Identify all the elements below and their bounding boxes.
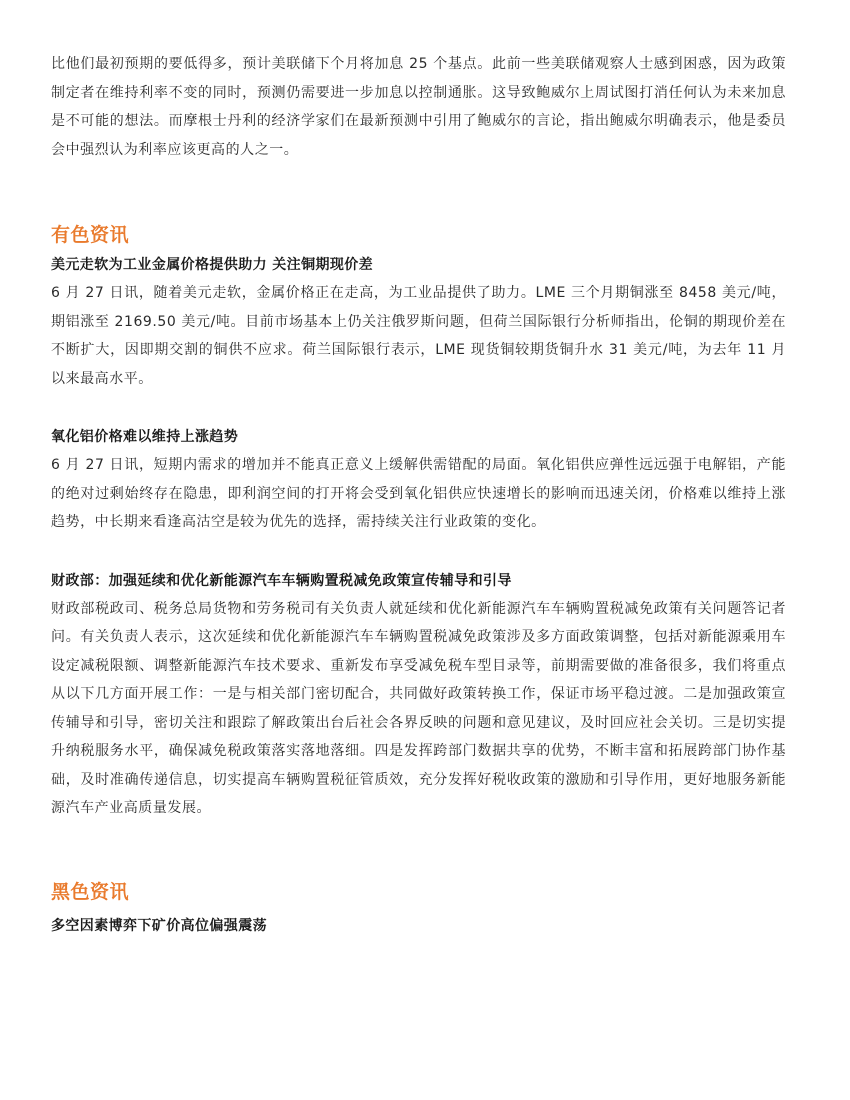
article-title-dollar-metals: 美元走软为工业金属价格提供助力 关注铜期现价差 (51, 257, 374, 273)
article-title-ore-price: 多空因素博弈下矿价高位偏强震荡 (51, 917, 267, 934)
article-body-finance-ministry: 财政部税政司、税务总局货物和劳务税司有关负责人就延续和优化新能源汽车车辆购置税减免政策有关问题答记者问。有关负责人表示，这次延续和优化新能源汽车车辆购置税减免政策涉及多方面政策调整，包括对新能源乘用车设定减税限额、调整新能源汽车技术要求、重新发布享受减免税车型目录等，前期需要做的准备很多，我们将重点从以下几方面开展工作：一是与相关部门密切配合，共同做好政策转换工作，保证市场平稳过渡。二是加强政策宣传辅导和引导，密切关注和跟踪了解政策出台后社会各界反映的问题和意见建议，及时回应社会关切。三是切实提升纳税服务水平，确保减免税政策落实落地落细。四是发挥跨部门数据共享的优势，不断丰富和拓展跨部门协作基础，及时准确传递信息，切实提高车辆购置税征管质效，充分发挥好税收政策的激励和引导作用，更好地服务新能源汽车产业高质量发展。 (51, 600, 786, 816)
article-title-alumina: 氧化铝价格难以维持上涨趋势 (51, 429, 239, 445)
section-heading-nonferrous: 有色资讯 (51, 224, 130, 246)
section-heading-ferrous: 黑色资讯 (51, 880, 130, 903)
document-page (51, 50, 786, 940)
article-body-alumina: 6 月 27 日讯，短期内需求的增加并不能真正意义上缓解供需错配的局面。氧化铝供应弹性远远强于电解铝，产能的绝对过剩始终存在隐患，即利润空间的打开将会受到氧化铝供应快速增长的影响而迅速关闭，价格难以维持上涨趋势，中长期来看逢高沽空是较为优先的选择，需持续关注行业政策的变化。 (51, 457, 786, 530)
article-body-dollar-metals: 6 月 27 日讯，随着美元走软，金属价格正在走高，为工业品提供了助力。LME 三个月期铜涨至 8458 美元/吨，期铝涨至 2169.50 美元/吨。目前市场基本上仍关注俄罗斯问题，但荷兰国际银行分析师指出，伦铜的期现价差在不断扩大，因即期交割的铜供不应求。荷兰国际银行表示，LME 现货铜较期货铜升水 31 美元/吨，为去年 11 月以来最高水平。 (51, 285, 786, 387)
article-title-finance-ministry: 财政部：加强延续和优化新能源汽车车辆购置税减免政策宣传辅导和引导 (51, 572, 512, 589)
intro-paragraph: 比他们最初预期的要低得多，预计美联储下个月将加息 25 个基点。此前一些美联储观察人士感到困惑，因为政策制定者在维持利率不变的同时，预测仍需要进一步加息以控制通胀。这导致鲍威尔上周试图打消任何认为未来加息是不可能的想法。而摩根士丹利的经济学家们在最新预测中引用了鲍威尔的言论，指出鲍威尔明确表示，他是委员会中强烈认为利率应该更高的人之一。 (51, 56, 786, 158)
